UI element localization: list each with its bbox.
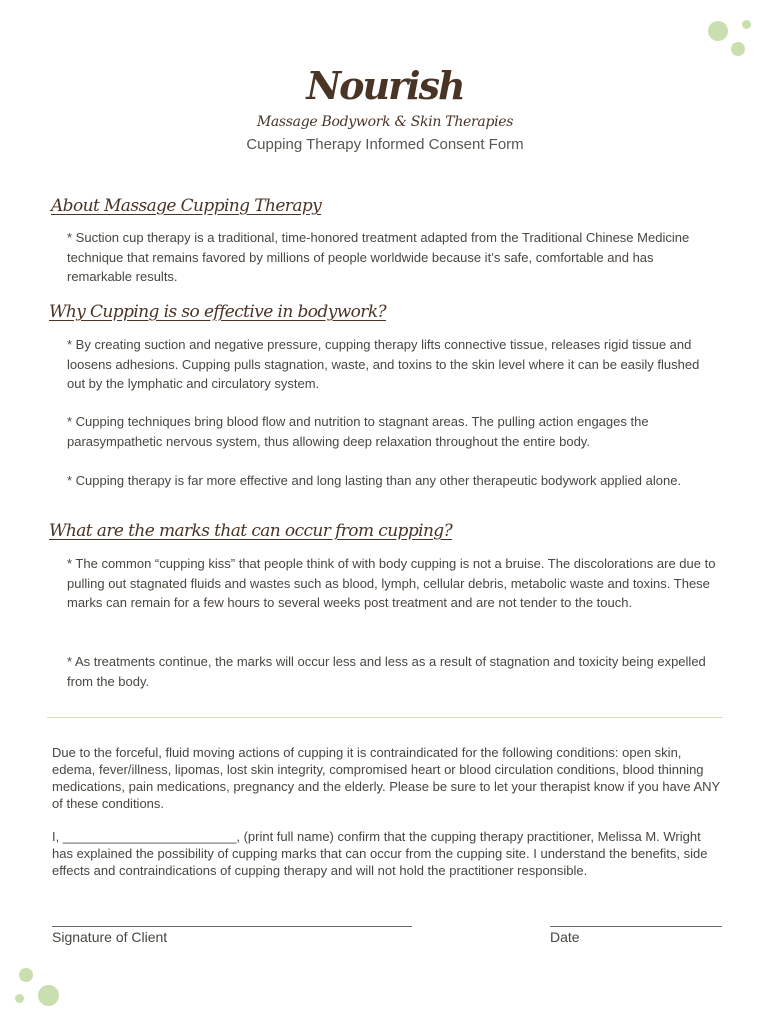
section-heading-about: About Massage Cupping Therapy — [51, 196, 322, 216]
section-divider — [47, 717, 723, 718]
consent-statement: I, ________________________, (print full name) confirm that the cupping therapy practitioner, Melissa M. Wright has explained the possibility of cupping marks that can occur from the cupping site. I understand the benefits, side effects and contraindications of cupping therapy and will not hold the practitioner responsible. — [52, 829, 708, 878]
client-signature-line[interactable] — [52, 926, 412, 927]
why-paragraph-3: * Cupping therapy is far more effective and long lasting than any other therapeutic bodywork applied alone. — [67, 473, 682, 488]
form-title: Cupping Therapy Informed Consent Form — [246, 136, 524, 153]
why-paragraph-2: * Cupping techniques bring blood flow and nutrition to stagnant areas. The pulling action engages the parasympathetic nervous system, thus allowing deep relaxation throughout the entire body. — [67, 414, 649, 449]
brand-logo: Nourish — [306, 63, 464, 108]
marks-paragraph-2: * As treatments continue, the marks will occur less and less as a result of stagnation and toxicity being expelled from the body. — [67, 654, 706, 689]
document-header — [0, 62, 770, 153]
section-heading-marks: What are the marks that can occur from cupping? — [49, 521, 453, 541]
why-paragraph-1: * By creating suction and negative pressure, cupping therapy lifts connective tissue, releases rigid tissue and loosens adhesions. Cupping pulls stagnation, waste, and toxins to the skin level where it can be easily flushed out by the lymphatic and circulatory system. — [67, 337, 700, 391]
contraindications-paragraph: Due to the forceful, fluid moving actions of cupping it is contraindicated for the following conditions: open skin, edema, fever/illness, lipomas, lost skin integrity, compromised heart or blood circulation conditions, blood thinning medications, pain medications, pregnancy and the elderly. Please be sure to let your therapist know if you have ANY of these conditions. — [52, 745, 720, 811]
decorative-dot — [708, 21, 728, 41]
decorative-dot — [19, 968, 33, 982]
marks-paragraph-1: * The common “cupping kiss” that people think of with body cupping is not a bruise. The discolorations are due to pulling out stagnated fluids and wastes such as blood, lymph, cellular debris, metabolic waste and toxins. These marks can remain for a few hours to several weeks post treatment and are not tender to the touch. — [67, 556, 716, 610]
date-line[interactable] — [550, 926, 722, 927]
brand-tagline: Massage Bodywork & Skin Therapies — [256, 114, 514, 130]
decorative-dot — [742, 20, 751, 29]
decorative-dot — [38, 985, 59, 1006]
about-paragraph: * Suction cup therapy is a traditional, time-honored treatment adapted from the Traditional Chinese Medicine technique that remains favored by millions of people worldwide because it’s safe, comfortable and has remarkable results. — [67, 230, 690, 284]
decorative-dot — [731, 42, 745, 56]
section-heading-why: Why Cupping is so effective in bodywork? — [49, 302, 387, 322]
decorative-dot — [15, 994, 24, 1003]
client-signature-label: Signature of Client — [52, 929, 168, 945]
date-label: Date — [550, 929, 580, 945]
